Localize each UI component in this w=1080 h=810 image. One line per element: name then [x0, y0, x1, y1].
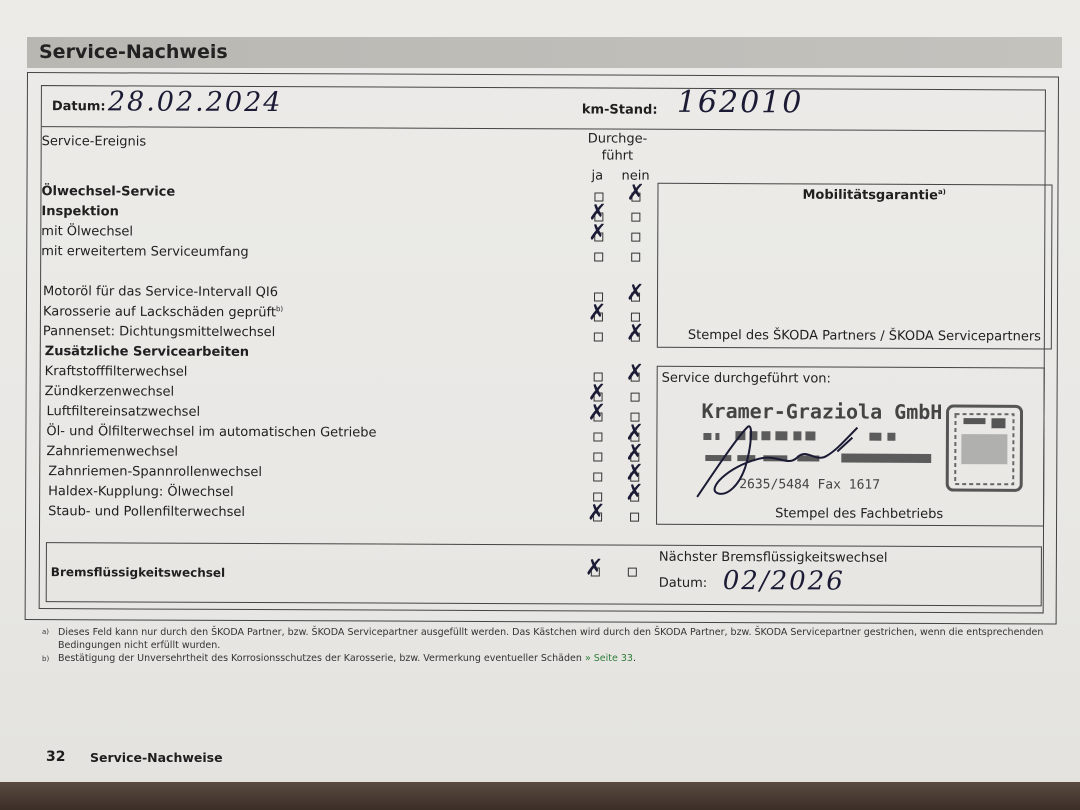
section-title-bar — [27, 37, 1062, 68]
row-label-extended-scope: mit erweitertem Serviceumfang — [41, 244, 249, 260]
footnote-b-end: . — [632, 653, 636, 664]
check-mark: ✗ — [625, 440, 644, 466]
check-mark: ✗ — [584, 555, 604, 581]
datum-value[interactable]: 28.02.2024 — [107, 86, 283, 119]
service-form — [39, 85, 1046, 613]
check-mark: ✗ — [625, 280, 645, 306]
service-performed-box — [656, 366, 1045, 527]
book-edge — [0, 782, 1080, 810]
checkbox-ja[interactable] — [593, 472, 602, 481]
checkbox-nein[interactable] — [631, 213, 640, 222]
footnote-a-line1: Dieses Feld kann nur durch den ŠKODA Partner, bzw. ŠKODA Servicepartner ausgefüllt werden. Das Kästchen wird durch den ŠKODA Partner, bzw. ŠKODA Servicepartner gestrichen, wenn die entsprechenden — [58, 627, 1044, 638]
footnote-b-marker: b) — [42, 655, 50, 663]
check-mark: ✗ — [625, 480, 644, 506]
checkbox-ja[interactable] — [594, 332, 603, 341]
row-label-body-paint-check — [43, 304, 283, 320]
brake-fluid-section — [46, 542, 1042, 606]
row-label-pollen-filter: Staub- und Pollenfilterwechsel — [48, 504, 246, 520]
check-mark: ✗ — [588, 220, 607, 246]
check-mark: ✗ — [587, 400, 607, 426]
service-event-header: Service-Ereignis — [41, 134, 147, 150]
footnote-a-marker: a) — [42, 628, 50, 636]
check-mark: ✗ — [625, 360, 645, 386]
check-mark: ✗ — [587, 500, 606, 526]
row-label-fuel-filter: Kraftstofffilterwechsel — [44, 364, 188, 380]
check-mark: ✗ — [587, 300, 607, 326]
check-mark: ✗ — [587, 380, 607, 406]
footnote-b — [58, 653, 636, 664]
row-label-engine-oil: Motoröl für das Service-Intervall QI6 — [43, 284, 279, 301]
skoda-partner-stamp-caption: Stempel des ŠKODA Partners / ŠKODA Servicepartners — [687, 327, 1041, 345]
row-label-air-filter: Luftfiltereinsatzwechsel — [46, 404, 201, 420]
page-number: 32 — [46, 749, 66, 765]
datum-label: Datum: — [51, 99, 106, 115]
stamp-phone: 2635/5484 Fax 1617 — [739, 477, 881, 493]
row-label-tyre-sealant: Pannenset: Dichtungsmittelwechsel — [42, 324, 276, 341]
additional-services-header: Zusätzliche Servicearbeiten — [44, 344, 250, 360]
mobility-guarantee-title-text: Mobilitätsgarantie — [802, 187, 938, 204]
signature — [687, 407, 867, 508]
check-mark: ✗ — [626, 180, 645, 206]
check-mark: ✗ — [625, 420, 644, 446]
row-label-spark-plugs: Zündkerzenwechsel — [44, 384, 175, 400]
next-brake-fluid-label: Nächster Bremsflüssigkeitswechsel — [658, 549, 888, 566]
footnote-a-line2: Bedingungen nicht erfüllt wurden. — [58, 640, 221, 651]
next-brake-fluid-date-label: Datum: — [658, 575, 708, 591]
checkbox-nein[interactable] — [631, 393, 640, 402]
done-header-line2: führt — [601, 148, 634, 164]
checkbox-nein[interactable] — [631, 253, 640, 262]
row-label-haldex: Haldex-Kupplung: Ölwechsel — [48, 484, 234, 500]
workshop-stamp-caption: Stempel des Fachbetriebs — [775, 506, 944, 523]
stamp-company: Kramer-Graziola GmbH — [701, 398, 943, 424]
checkbox-nein[interactable] — [630, 513, 639, 522]
checkbox-ja[interactable] — [593, 432, 602, 441]
checkbox-ja[interactable] — [593, 452, 602, 461]
checkbox-ja[interactable] — [594, 252, 603, 261]
brake-fluid-label: Bremsflüssigkeitswechsel — [50, 565, 226, 580]
next-brake-fluid-date[interactable]: 02/2026 — [722, 566, 845, 597]
footnote-ref: a) — [937, 187, 946, 197]
row-label-timing-belt: Zahnriemenwechsel — [46, 444, 178, 460]
header-divider — [42, 126, 1045, 131]
footnote-b-text: Bestätigung der Unversehrtheit des Korrosionsschutzes der Karosserie, bzw. Vermerkung eventueller Schäden — [58, 653, 582, 664]
footnote-ref: b) — [275, 305, 284, 314]
stamp-certificate-icon — [945, 404, 1023, 492]
page-footer-title: Service-Nachweise — [90, 750, 223, 765]
no-header: nein — [621, 168, 650, 184]
mobility-guarantee-title — [802, 187, 945, 203]
page-33-link[interactable]: » Seite 33 — [584, 653, 633, 664]
service-performed-label: Service durchgeführt von: — [661, 370, 831, 387]
check-mark: ✗ — [625, 460, 644, 486]
page-title: Service-Nachweis — [39, 41, 228, 63]
mobility-guarantee-box — [657, 183, 1053, 350]
check-mark: ✗ — [625, 320, 645, 346]
service-form-outer-box — [25, 72, 1059, 624]
row-label-with-oil-change: mit Ölwechsel — [41, 224, 134, 240]
row-label-oil-service: Ölwechsel-Service — [41, 184, 176, 200]
row-label-atf-change: Öl- und Ölfilterwechsel im automatischen Getriebe — [46, 424, 377, 441]
row-label-tensioner: Zahnriemen-Spannrollenwechsel — [48, 464, 263, 481]
km-stand-label: km-Stand: — [581, 102, 658, 118]
done-header-line1: Durchge- — [587, 131, 648, 147]
yes-header: ja — [591, 168, 604, 184]
checkbox-nein[interactable] — [628, 568, 637, 577]
checkbox-nein[interactable] — [631, 233, 640, 242]
row-label-inspection: Inspektion — [41, 204, 119, 220]
check-mark: ✗ — [588, 200, 607, 226]
km-stand-value[interactable]: 162010 — [676, 84, 804, 121]
row-label-text: Karosserie auf Lackschäden geprüft — [42, 304, 276, 321]
